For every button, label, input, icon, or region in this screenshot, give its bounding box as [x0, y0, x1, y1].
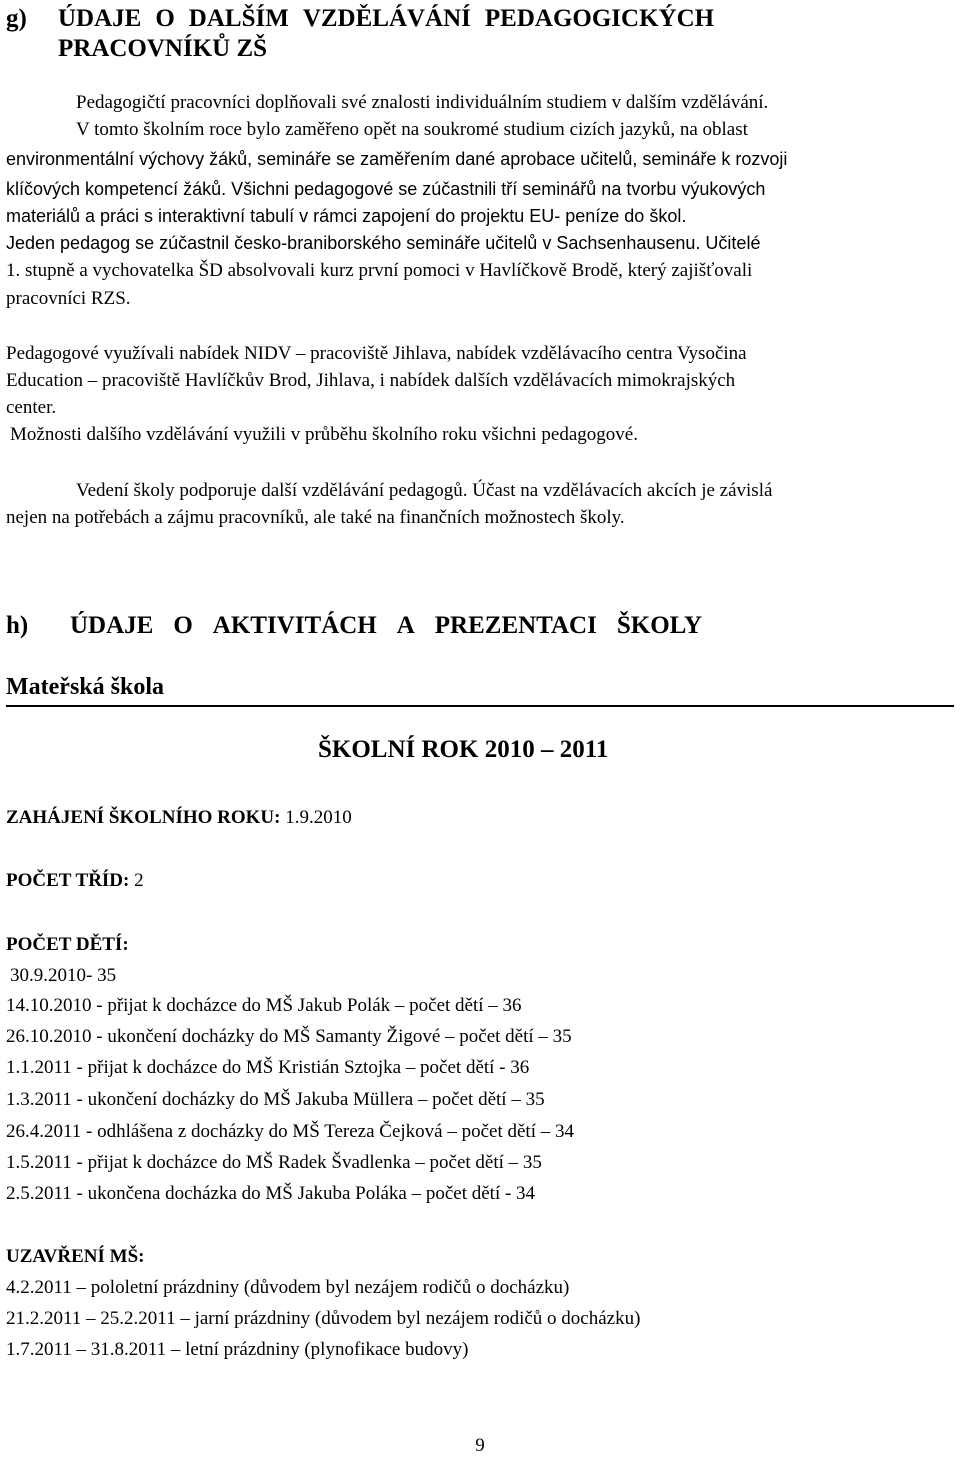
para1-line5	[6, 203, 686, 230]
heading-word: ÚDAJE	[58, 5, 142, 32]
section-g-mark: g)	[6, 5, 27, 32]
classes-label: POČET TŘÍD:	[6, 870, 130, 891]
closure-entry: 1.7.2011 – 31.8.2011 – letní prázdniny (plynofikace budovy)	[6, 1339, 469, 1360]
section-h-heading	[6, 611, 702, 641]
para2-line3: center.	[6, 397, 57, 418]
para1-line5-text: materiálů a práci s interaktivní tabulí v rámci zapojení do projektu EU- peníze do škol.	[6, 206, 687, 226]
page-number: 9	[475, 1435, 485, 1456]
para1-line1: Pedagogičtí pracovníci doplňovali své znalosti individuálním studiem v dalším vzdělávání.	[76, 92, 769, 113]
para1-line4-rest: Všichni pedagogové se zúčastnili tří seminářů na tvorbu výukových	[226, 179, 766, 199]
children-entry: 14.10.2010 - přijat k docházce do MŠ Jakub Polák – počet dětí – 36	[6, 995, 522, 1016]
children-entry: 26.4.2011 - odhlášena z docházky do MŠ Tereza Čejková – počet dětí – 34	[6, 1121, 574, 1142]
children-entry: 30.9.2010- 35	[10, 965, 117, 986]
para2-line2: Education – pracoviště Havlíčkův Brod, Jihlava, i nabídek dalších vzdělávacích mimokrajských	[6, 370, 736, 391]
para3: Možnosti dalšího vzdělávání využili v průběhu školního roku všichni pedagogové.	[10, 424, 638, 445]
children-entry: 1.3.2011 - ukončení docházky do MŠ Jakuba Müllera – počet dětí – 35	[6, 1089, 545, 1110]
para1-line3	[6, 146, 787, 173]
classes-row	[6, 867, 144, 894]
heading-word: ŠKOLY	[616, 612, 703, 639]
start-value: 1.9.2010	[280, 807, 352, 828]
para1-line6-text: Jeden pedagog se zúčastnil česko-braniborského semináře učitelů v Sachsenhausenu. Učitelé	[6, 233, 761, 253]
closure-label: UZAVŘENÍ MŠ:	[6, 1246, 145, 1267]
heading-word: PEDAGOGICKÝCH	[484, 5, 715, 32]
para1-line8: pracovníci RZS.	[6, 288, 131, 309]
para1-line3-text: environmentální výchovy žáků, semináře se zaměřením dané aprobace učitelů, semináře k rozvoji	[6, 149, 788, 169]
para1-line7: 1. stupně a vychovatelka ŠD absolvovali kurz první pomoci v Havlíčkově Brodě, který zajišťovali	[6, 260, 753, 281]
school-year: ŠKOLNÍ ROK 2010 – 2011	[318, 736, 609, 763]
heading-word: O	[155, 5, 175, 32]
heading-word: ÚDAJE	[70, 612, 154, 639]
children-entry: 26.10.2010 - ukončení docházky do MŠ Samanty Žigové – počet dětí – 35	[6, 1026, 572, 1047]
heading-word: DALŠÍM	[188, 5, 289, 32]
closure-entry: 4.2.2011 – pololetní prázdniny (důvodem byl nezájem rodičů o docházku)	[6, 1277, 570, 1298]
heading-word: PREZENTACI	[434, 612, 597, 639]
children-entry: 1.5.2011 - přijat k docházce do MŠ Radek Švadlenka – počet dětí – 35	[6, 1152, 542, 1173]
para1-line6	[6, 230, 760, 257]
heading-word: AKTIVITÁCH	[212, 612, 377, 639]
para4-line1: Vedení školy podporuje další vzdělávání pedagogů. Účast na vzdělávacích akcích je závislá	[76, 480, 773, 501]
start-row	[6, 804, 352, 831]
children-label: POČET DĚTÍ:	[6, 934, 129, 955]
heading-word: A	[396, 612, 415, 639]
subsection-title: Mateřská škola	[6, 674, 954, 707]
para2-line1: Pedagogové využívali nabídek NIDV – pracoviště Jihlava, nabídek vzdělávacího centra Vysočina	[6, 343, 747, 364]
para4-line2: nejen na potřebách a zájmu pracovníků, ale také na finančních možnostech školy.	[6, 507, 625, 528]
heading-word: O	[173, 612, 193, 639]
section-g-heading-line2: PRACOVNÍKŮ ZŠ	[58, 35, 268, 62]
para1-line2: V tomto školním roce bylo zaměřeno opět na soukromé studium cizích jazyků, na oblast	[76, 119, 748, 140]
section-h-mark: h)	[6, 612, 29, 639]
start-label: ZAHÁJENÍ ŠKOLNÍHO ROKU:	[6, 807, 281, 828]
section-g-heading	[6, 4, 728, 34]
classes-value: 2	[129, 870, 144, 891]
heading-word: VZDĚLÁVÁNÍ	[302, 5, 471, 32]
children-entry: 1.1.2011 - přijat k docházce do MŠ Kristián Sztojka – počet dětí - 36	[6, 1057, 530, 1078]
closure-entry: 21.2.2011 – 25.2.2011 – jarní prázdniny (důvodem byl nezájem rodičů o docházku)	[6, 1308, 641, 1329]
para1-line4-sans: klíčových kompetencí žáků.	[6, 179, 227, 199]
para1-line4	[6, 176, 765, 203]
children-entry: 2.5.2011 - ukončena docházka do MŠ Jakuba Poláka – počet dětí - 34	[6, 1183, 536, 1204]
